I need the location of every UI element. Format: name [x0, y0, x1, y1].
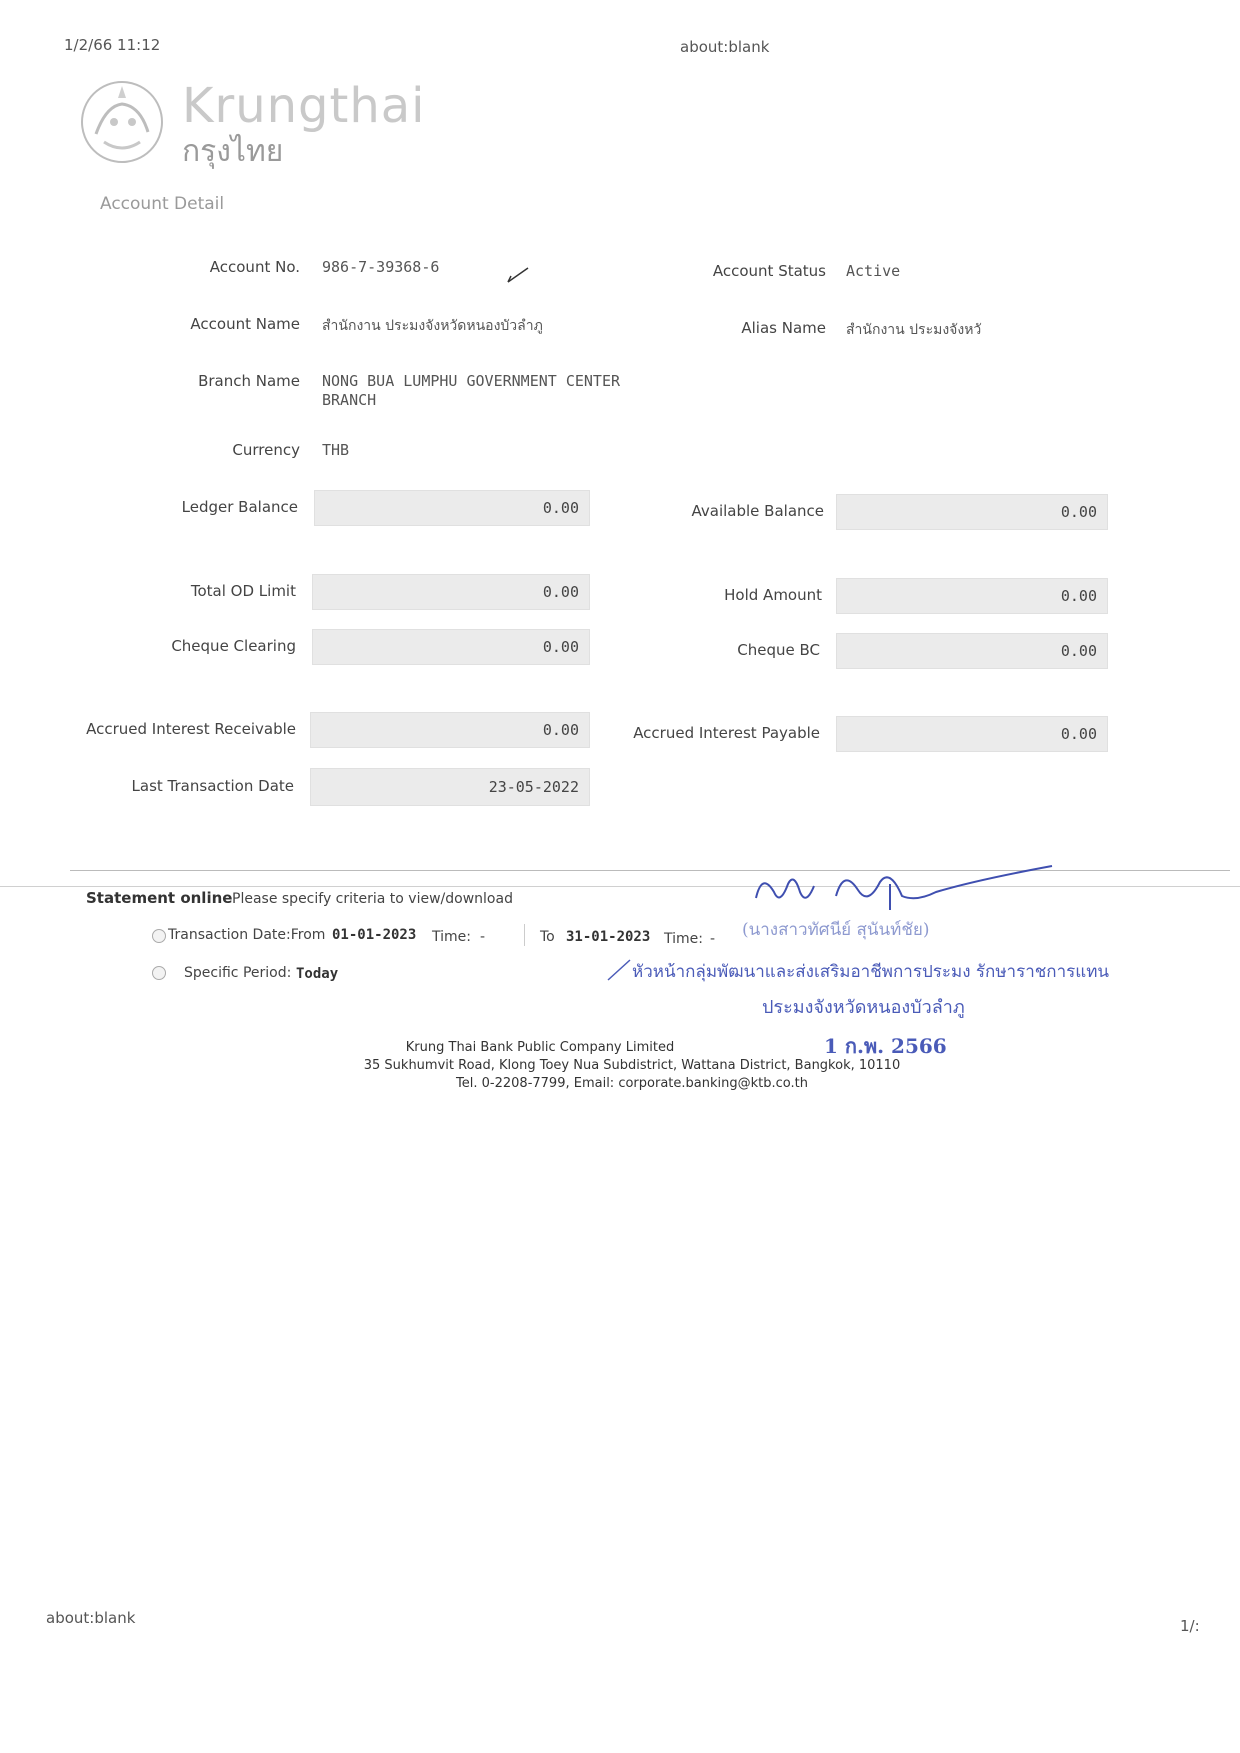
transaction-date-label: Transaction Date:From: [168, 927, 326, 943]
total-od-limit-field: 0.00: [312, 574, 590, 610]
account-name-label: Account Name: [190, 315, 300, 333]
print-url: about:blank: [680, 38, 770, 56]
accrued-interest-payable-label: Accrued Interest Payable: [633, 724, 820, 742]
available-balance-label: Available Balance: [691, 502, 824, 520]
from-time-value[interactable]: -: [480, 929, 486, 945]
to-label: To: [540, 929, 555, 945]
footer-address: 35 Sukhumvit Road, Klong Toey Nua Subdistrict, Wattana District, Bangkok, 10110: [363, 1058, 901, 1073]
transaction-date-from-value[interactable]: 01-01-2023: [332, 927, 417, 943]
brand-name-th: กรุงไทย: [182, 134, 284, 169]
transaction-date-to-value[interactable]: 31-01-2023: [566, 929, 651, 945]
ledger-balance-field: 0.00: [314, 490, 590, 526]
account-status-value: Active: [846, 262, 901, 280]
alias-name-value: สำนักงาน ประมงจังหวั: [846, 322, 982, 338]
stamp-position-line1: หัวหน้ากลุ่มพัฒนาและส่งเสริมอาชีพการประมง รักษาราชการแทน: [632, 962, 1110, 982]
transaction-date-radio[interactable]: [152, 929, 166, 943]
ledger-balance-label: Ledger Balance: [181, 498, 298, 516]
account-status-label: Account Status: [712, 262, 826, 280]
accrued-interest-receivable-field: 0.00: [310, 712, 590, 748]
hold-amount-label: Hold Amount: [724, 586, 822, 604]
footer-contact: Tel. 0-2208-7799, Email: corporate.banking@ktb.co.th: [456, 1076, 808, 1091]
statement-online-title: Statement online: [86, 889, 233, 907]
total-od-limit-label: Total OD Limit: [190, 582, 296, 600]
print-page-number: 1/:: [1180, 1617, 1200, 1635]
cheque-clearing-label: Cheque Clearing: [171, 637, 296, 655]
specific-period-label: Specific Period:: [184, 965, 292, 981]
stamp-name: (นางสาวทัศนีย์ สุนันท์ชัย): [742, 920, 930, 940]
accrued-interest-payable-field: 0.00: [836, 716, 1108, 752]
date-range-separator: [524, 924, 525, 946]
cheque-clearing-field: 0.00: [312, 629, 590, 665]
stamp-date: 1 ก.พ. 2566: [824, 1034, 947, 1058]
branch-name-label: Branch Name: [198, 372, 300, 390]
print-footer-url: about:blank: [46, 1609, 136, 1627]
section-title: Account Detail: [100, 194, 225, 214]
account-no-value: 986-7-39368-6: [322, 258, 440, 276]
to-time-label: Time:: [664, 931, 703, 947]
cheque-bc-label: Cheque BC: [737, 641, 820, 659]
last-transaction-date-label: Last Transaction Date: [131, 777, 294, 795]
specific-period-radio[interactable]: [152, 966, 166, 980]
handwritten-signature: [740, 862, 1060, 922]
stamp-slash-icon: [606, 958, 632, 986]
statement-online-hint: Please specify criteria to view/download: [232, 891, 513, 907]
from-time-label: Time:: [432, 929, 471, 945]
specific-period-value[interactable]: Today: [296, 966, 339, 982]
account-no-label: Account No.: [209, 258, 300, 276]
last-transaction-date-field: 23-05-2022: [310, 768, 590, 806]
currency-value: THB: [322, 441, 350, 459]
cheque-bc-field: 0.00: [836, 633, 1108, 669]
account-name-value: สำนักงาน ประมงจังหวัดหนองบัวลำภู: [322, 318, 543, 334]
currency-label: Currency: [232, 441, 300, 459]
stamp-position-line2: ประมงจังหวัดหนองบัวลำภู: [762, 997, 965, 1018]
to-time-value[interactable]: -: [710, 931, 716, 947]
krungthai-logo-icon: [76, 76, 168, 168]
print-datetime: 1/2/66 11:12: [64, 36, 161, 54]
accrued-interest-receivable-label: Accrued Interest Receivable: [86, 720, 296, 738]
brand-name-en: Krungthai: [182, 78, 426, 134]
available-balance-field: 0.00: [836, 494, 1108, 530]
branch-name-value: NONG BUA LUMPHU GOVERNMENT CENTER BRANCH: [322, 372, 621, 409]
footer-company: Krung Thai Bank Public Company Limited: [405, 1040, 675, 1055]
hold-amount-field: 0.00: [836, 578, 1108, 614]
alias-name-label: Alias Name: [741, 319, 826, 337]
check-mark-icon: [506, 262, 530, 290]
